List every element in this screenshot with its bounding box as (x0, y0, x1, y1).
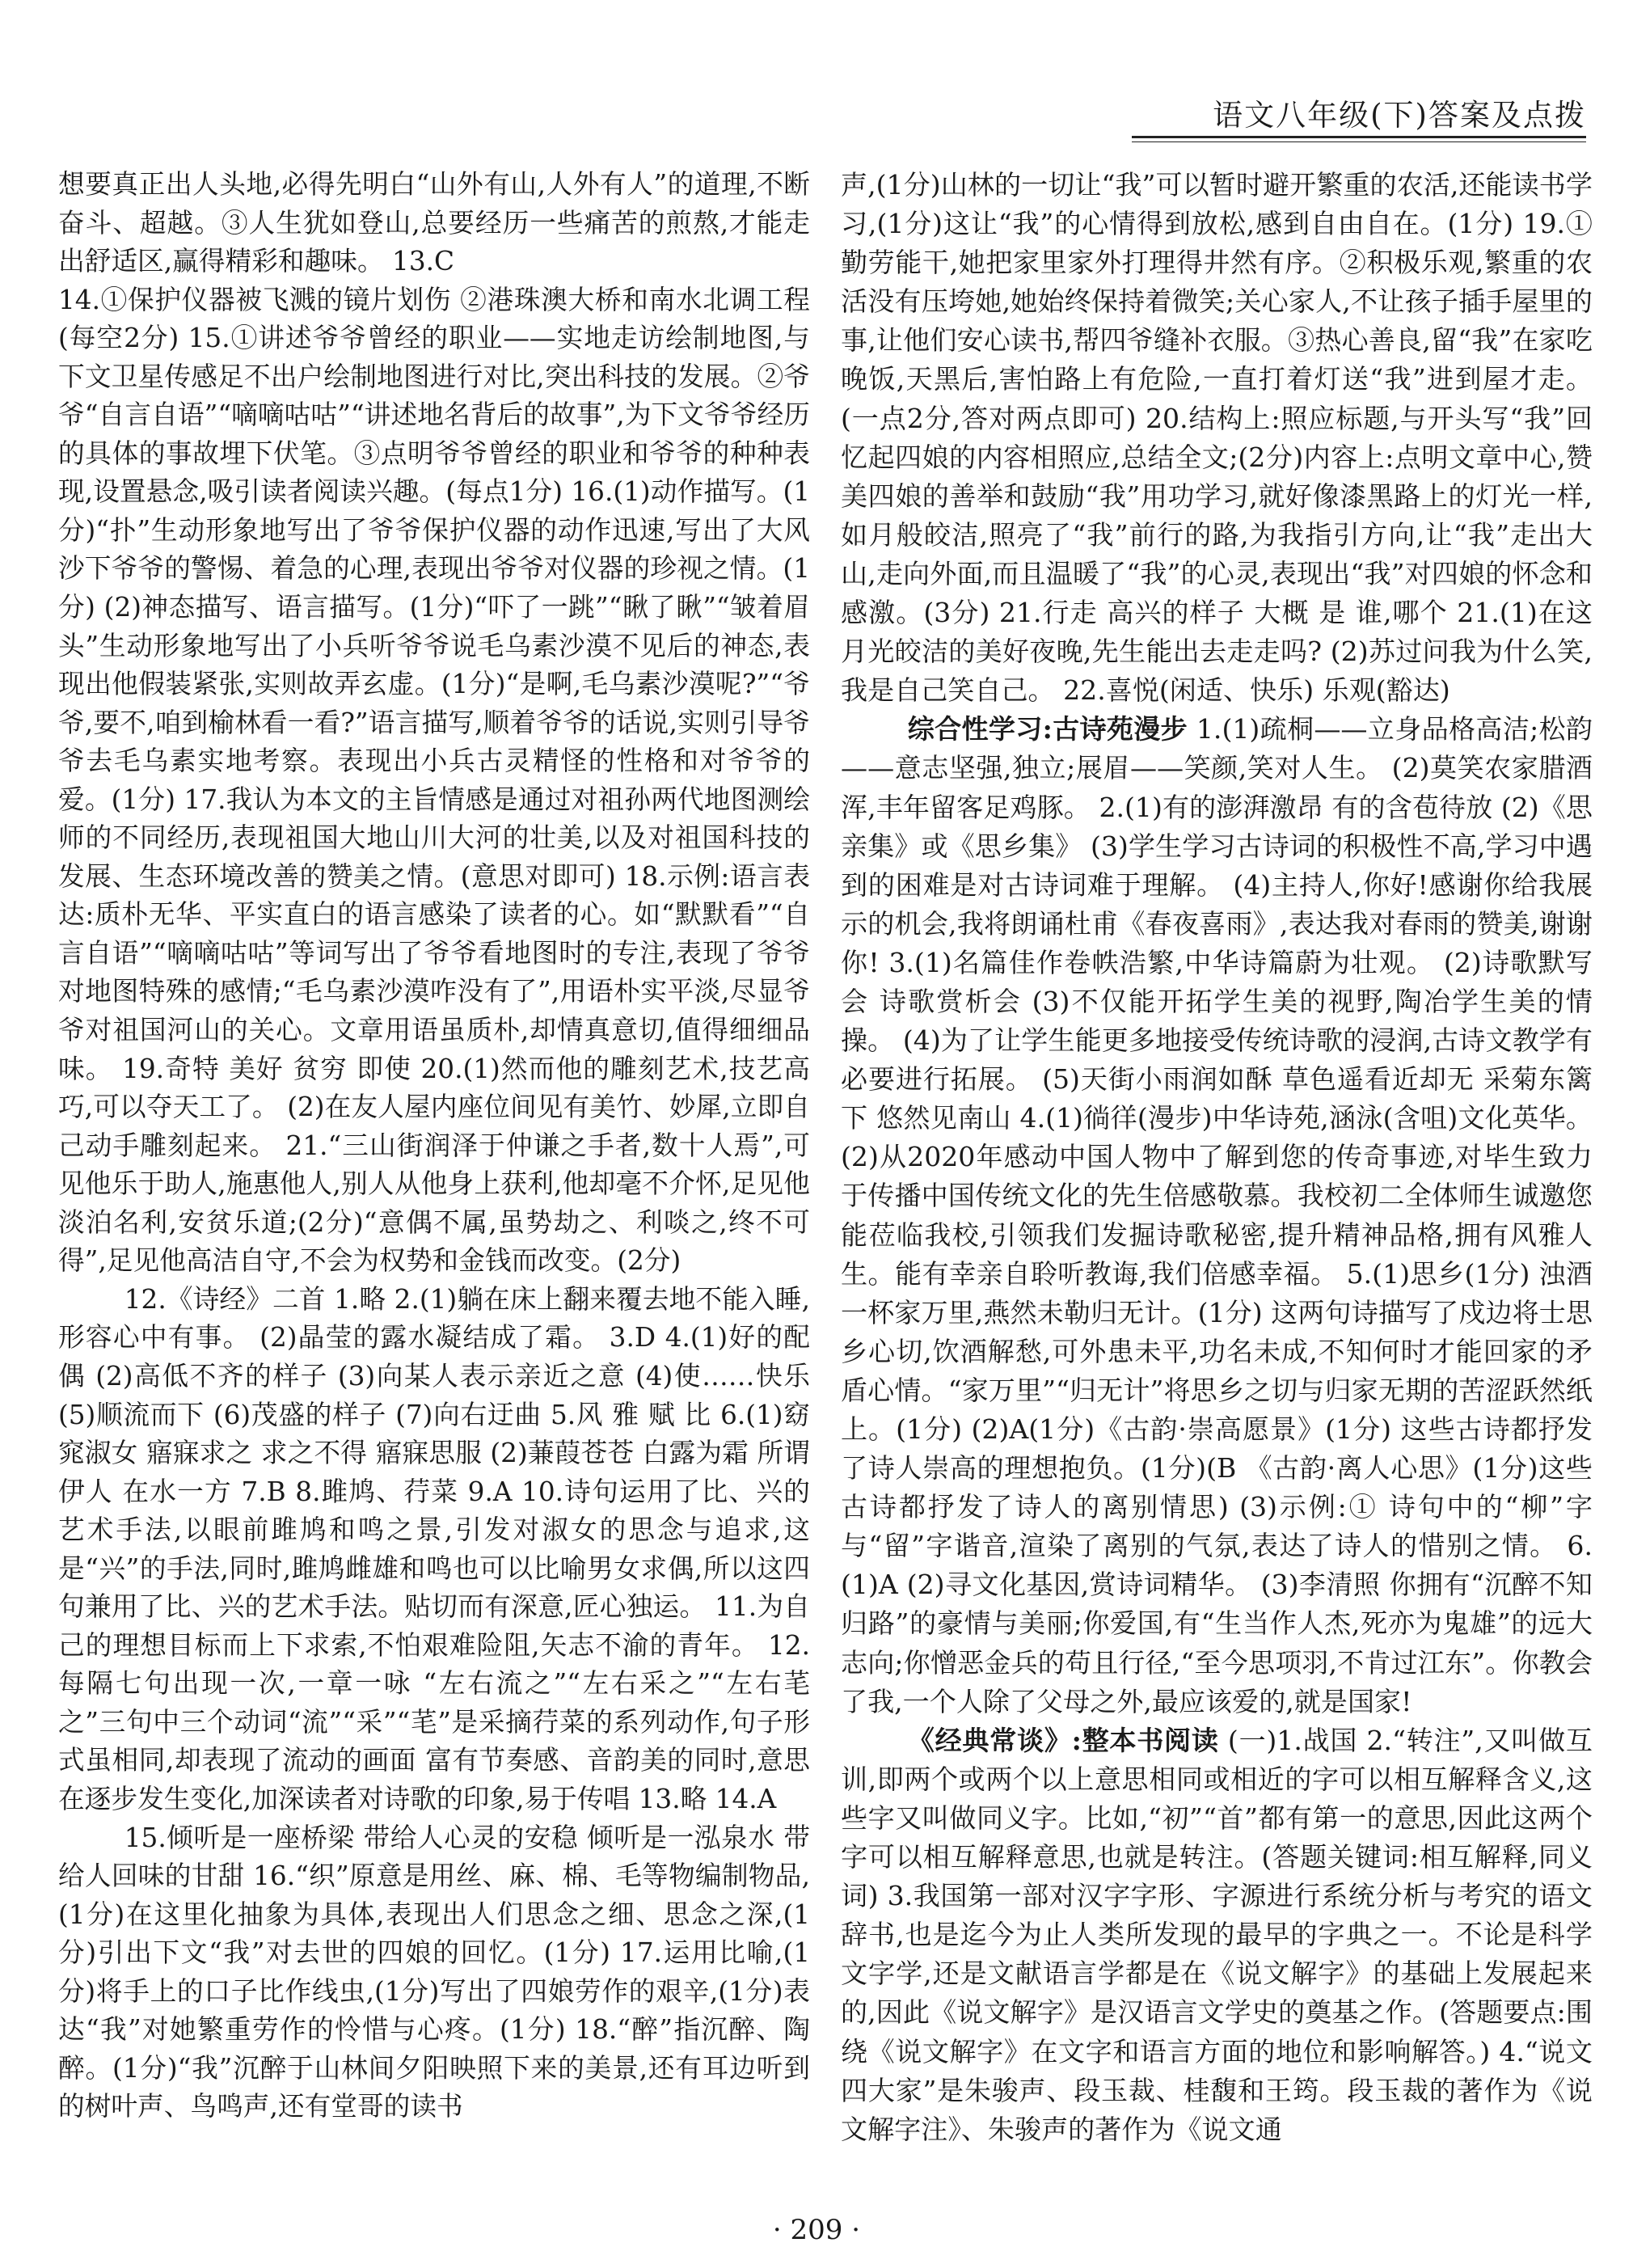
paragraph: 12.《诗经》二首 1.略 2.(1)躺在床上翻来覆去地不能入睡,形容心中有事。 (2)晶莹的露水凝结成了霜。 3.D 4.(1)好的配偶 (2)高低不齐的样子 (3)向某人表示亲近之意 (4)使……快乐 (5)顺流而下 (6)茂盛的样子 (7)向右迂曲 5.风 雅 赋 比 6.(1)窈窕淑女 寤寐求之 求之不得 寤寐思服 (2)蒹葭苍苍 白露为霜 所谓伊人 在水一方 7.B 8.雎鸠、荇菜 9.A 10.诗句运用了比、兴的艺术手法,以眼前雎鸠和鸣之景,引发对淑女的思念与追求,这是“兴”的手法,同时,雎鸠雌雄和鸣也可以比喻男女求偶,所以这四句兼用了比、兴的艺术手法。贴切而有深意,匠心独运。 11.为自己的理想目标而上下求索,不怕艰难险阻,矢志不渝的青年。 12.每隔七句出现一次,一章一咏 “左右流之”“左右采之”“左右芼之”三句中三个动词“流”“采”“芼”是采摘荇菜的系列动作,句子形式虽相同,却表现了流动的画面 富有节奏感、音韵美的同时,意思在逐步发生变化,加深读者对诗歌的印象,易于传唱 13.略 14.A (58, 1283, 810, 1814)
paragraph (841, 710, 1593, 1721)
section-title: 综合性学习:古诗苑漫步 (907, 713, 1188, 745)
paragraph: 14.①保护仪器被飞溅的镜片划伤 ②港珠澳大桥和南水北调工程(每空2分) 15.①讲述爷爷曾经的职业——实地走访绘制地图,与下文卫星传感足不出户绘制地图进行对比,突出科技的发展。②爷爷“自言自语”“嘀嘀咕咕”“讲述地名背后的故事”,为下文爷爷经历的具体的事故埋下伏笔。③点明爷爷曾经的职业和爷爷的种种表现,设置悬念,吸引读者阅读兴趣。(每点1分) 16.(1)动作描写。(1分)“扑”生动形象地写出了爷爷保护仪器的动作迅速,写出了大风沙下爷爷的警惕、着急的心理,表现出爷爷对仪器的珍视之情。(1分) (2)神态描写、语言描写。(1分)“吓了一跳”“瞅了瞅”“皱着眉头”生动形象地写出了小兵听爷爷说毛乌素沙漠不见后的神态,表现出他假装紧张,实则故弄玄虚。(1分)“是啊,毛乌素沙漠呢?”“爷爷,要不,咱到榆林看一看?”语言描写,顺着爷爷的话说,实则引导爷爷去毛乌素实地考察。表现出小兵古灵精怪的性格和对爷爷的爱。(1分) 17.我认为本文的主旨情感是通过对祖孙两代地图测绘师的不同经历,表现祖国大地山川大河的壮美,以及对祖国科技的发展、生态环境改善的赞美之情。(意思对即可) 18.示例:语言表达:质朴无华、平实直白的语言感染了读者的心。如“默默看”“自言自语”“嘀嘀咕咕”等词写出了爷爷看地图时的专注,表现了爷爷对地图特殊的感情;“毛乌素沙漠咋没有了”,用语朴实平淡,尽显爷爷对祖国河山的关心。文章用语虽质朴,却情真意切,值得细细品味。 19.奇特 美好 贫穷 即使 20.(1)然而他的雕刻艺术,技艺高巧,可以夺天工了。 (2)在友人屋内座位间见有美竹、妙犀,立即自己动手雕刻起来。 21.“三山街润泽于仲谦之手者,数十人焉”,可见他乐于助人,施惠他人,别人从他身上获利,他却毫不介怀,足见他淡泊名利,安贫乐道;(2分)“意偶不属,虽势劫之、利啖之,终不可得”,足见他高洁自守,不会为权势和金钱而改变。(2分) (58, 284, 810, 1277)
paragraph: 15.倾听是一座桥梁 带给人心灵的安稳 倾听是一泓泉水 带给人回味的甘甜 16.“织”原意是用丝、麻、棉、毛等物编制物品,(1分)在这里化抽象为具体,表现出人们思念之细、思念之深,(1分)引出下文“我”对去世的四娘的回忆。(1分) 17.运用比喻,(1分)将手上的口子比作线虫,(1分)写出了四娘劳作的艰辛,(1分)表达“我”对她繁重劳作的怜惜与心疼。(1分) 18.“醉”指沉醉、陶醉。(1分)“我”沉醉于山林间夕阳映照下来的美景,还有耳边听到的树叶声、鸟鸣声,还有堂哥的读书 (58, 1822, 810, 2122)
paragraph (841, 1721, 1593, 2149)
header-title: 语文八年级(下)答案及点拨 (1213, 98, 1586, 133)
left-column (58, 166, 810, 2179)
paragraph: 声,(1分)山林的一切让“我”可以暂时避开繁重的农活,还能读书学习,(1分)这让“我”的心情得到放松,感到自由自在。(1分) 19.①勤劳能干,她把家里家外打理得井然有序。②积极乐观,繁重的农活没有压垮她,她始终保持着微笑;关心家人,不让孩子插手屋里的事,让他们安心读书,帮四爷缝补衣服。③热心善良,留“我”在家吃晚饭,天黑后,害怕路上有危险,一直打着灯送“我”进到屋才走。(一点2分,答对两点即可) 20.结构上:照应标题,与开头写“我”回忆起四娘的内容相照应,总结全文;(2分)内容上:点明文章中心,赞美四娘的善举和鼓励“我”用功学习,就好像漆黑路上的灯光一样,如月般皎洁,照亮了“我”前行的路,为我指引方向,让“我”走出大山,走向外面,而且温暖了“我”的心灵,表现出“我”对四娘的怀念和感激。(3分) 21.行走 高兴的样子 大概 是 谁,哪个 21.(1)在这月光皎洁的美好夜晚,先生能出去走走吗? (2)苏过问我为什么笑,我是自己笑自己。 22.喜悦(闲适、快乐) 乐观(豁达) (841, 169, 1593, 707)
header-rule-thin (1132, 141, 1586, 142)
section-title: 《经典常谈》:整本书阅读 (907, 1724, 1219, 1756)
header-rule (1132, 136, 1586, 138)
right-column (841, 166, 1593, 2179)
section-text: (一)1.战国 2.“转注”,又叫做互训,即两个或两个以上意思相同或相近的字可以相互解释含义,这些字又叫做同义字。比如,“初”“首”都有第一的意思,因此这两个字可以相互解释意思,也就是转注。(答题关键词:相互解释,同义词) 3.我国第一部对汉字字形、字源进行系统分析与考究的语文辞书,也是迄今为止人类所发现的最早的字典之一。不论是科学文字学,还是文献语言学都是在《说文解字》的基础上发展起来的,因此《说文解字》是汉语言文学史的奠基之作。(答题要点:围绕《说文解字》在文字和语言方面的地位和影响解答。) 4.“说文四大家”是朱骏声、段玉裁、桂馥和王筠。段玉裁的著作为《说文解字注》、朱骏声的著作为《说文通 (841, 1724, 1593, 2145)
paragraph: 想要真正出人头地,必得先明白“山外有山,人外有人”的道理,不断奋斗、超越。③人生犹如登山,总要经历一些痛苦的煎熬,才能走出舒适区,赢得精彩和趣味。 13.C (58, 169, 810, 277)
section-text: 1.(1)疏桐——立身品格高洁;松韵——意志坚强,独立;展眉——笑颜,笑对人生。 (2)莫笑农家腊酒浑,丰年留客足鸡豚。 2.(1)有的澎湃激昂 有的含苞待放 (2)《思亲集》或《思乡集》 (3)学生学习古诗词的积极性不高,学习中遇到的困难是对古诗词难于理解。 (4)主持人,你好!感谢你给我展示的机会,我将朗诵杜甫《春夜喜雨》,表达我对春雨的赞美,谢谢你! 3.(1)名篇佳作卷帙浩繁,中华诗篇蔚为壮观。 (2)诗歌默写会 诗歌赏析会 (3)不仅能开拓学生美的视野,陶冶学生美的情操。 (4)为了让学生能更多地接受传统诗歌的浸润,古诗文教学有必要进行拓展。 (5)天街小雨润如酥 草色遥看近却无 采菊东篱下 悠然见南山 4.(1)徜徉(漫步)中华诗苑,涵泳(含咀)文化英华。 (2)从2020年感动中国人物中了解到您的传奇事迹,对毕生致力于传播中国传统文化的先生倍感敬慕。我校初二全体师生诚邀您能莅临我校,引领我们发掘诗歌秘密,提升精神品格,拥有风雅人生。能有幸亲自聆听教诲,我们倍感幸福。 5.(1)思乡(1分) 浊酒一杯家万里,燕然未勒归无计。(1分) 这两句诗描写了戍边将士思乡心切,饮酒解愁,可外患未平,功名未成,不知何时才能回家的矛盾心情。“家万里”“归无计”将思乡之切与归家无期的苦涩跃然纸上。(1分) (2)A(1分)《古韵·崇高愿景》(1分) 这些古诗都抒发了诗人崇高的理想抱负。(1分)(B 《古韵·离人心思》(1分)这些古诗都抒发了诗人的离别情思) (3)示例:① 诗句中的“柳”字与“留”字谐音,渲染了离别的气氛,表达了诗人的惜别之情。 6.(1)A (2)寻文化基因,赏诗词精华。 (3)李清照 你拥有“沉醉不知归路”的豪情与美丽;你爱国,有“生当作人杰,死亦为鬼雄”的远大志向;你憎恶金兵的苟且行径,“至今思项羽,不肯过江东”。你教会了我,一个人除了父母之外,最应该爱的,就是国家! (841, 713, 1593, 1717)
page-number: · 209 · (772, 2214, 861, 2246)
